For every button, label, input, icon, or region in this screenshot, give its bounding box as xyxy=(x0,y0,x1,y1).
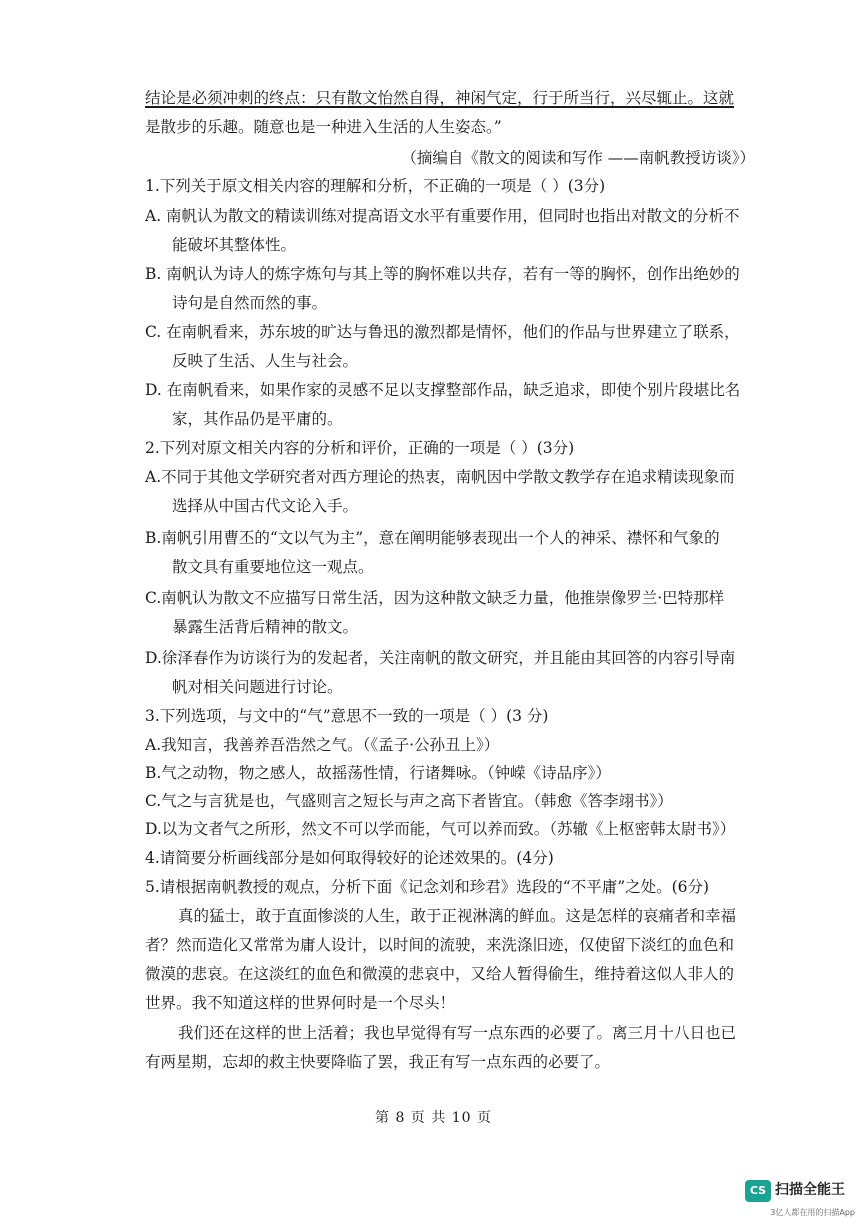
q5-stem: 5.请根据南帆教授的观点，分析下面《记念刘和珍君》选段的“不平庸”之处。(6分) xyxy=(145,878,710,896)
q2-option-d: D.徐泽春作为访谈行为的发起者，关注南帆的散文研究，并且能由其回答的内容引导南 xyxy=(145,649,736,667)
underlined-passage: 结论是必须冲刺的终点：只有散文怡然自得，神闲气定，行于所当行，兴尽辄止。这就 xyxy=(145,89,735,107)
q1-option-d: D. 在南帆看来，如果作家的灵感不足以支撑整部作品，缺乏追求，即使个别片段堪比名 xyxy=(145,381,741,399)
q2-option-b-cont: 散文具有重要地位这一观点。 xyxy=(172,558,374,576)
q3-option-d: D.以为文者气之所形，然文不可以学而能，气可以养而致。（苏辙《上枢密韩太尉书》） xyxy=(145,820,736,838)
q1-option-c-cont: 反映了生活、人生与社会。 xyxy=(172,352,359,370)
watermark-app-name: 扫描全能王 xyxy=(775,1182,845,1198)
excerpt-p2-line-1: 我们还在这样的世上活着；我也早觉得有写一点东西的必要了。离三月十八日也已 xyxy=(178,1024,737,1042)
q3-option-b: B.气之动物，物之感人，故摇荡性情，行诸舞咏。（钟嵘《诗品序》） xyxy=(145,764,611,782)
q1-option-b: B. 南帆认为诗人的炼字炼句与其上等的胸怀难以共存，若有一等的胸怀，创作出绝妙的 xyxy=(145,265,740,283)
cs-logo-icon: CS xyxy=(745,1180,771,1202)
source-citation: （摘编自《散文的阅读和写作 ——南帆教授访谈》） xyxy=(401,149,755,167)
scanner-watermark xyxy=(745,1177,855,1221)
excerpt-p1-line-4: 世界。我不知道这样的世界何时是一个尽头！ xyxy=(145,994,456,1012)
q1-option-d-cont: 家，其作品仍是平庸的。 xyxy=(172,410,343,428)
q3-option-c: C.气之与言犹是也，气盛则言之短长与声之高下者皆宜。（韩愈《答李翊书》） xyxy=(145,792,673,810)
q1-stem: 1.下列关于原文相关内容的理解和分析，不正确的一项是（ ）(3分) xyxy=(145,177,606,195)
q2-option-b: B.南帆引用曹丕的“文以气为主”，意在阐明能够表现出一个人的神采、襟怀和气象的 xyxy=(145,529,720,547)
q3-stem: 3.下列选项，与文中的“气”意思不一致的一项是（ ）(3 分) xyxy=(145,707,549,725)
q1-option-a-cont: 能破坏其整体性。 xyxy=(172,236,297,254)
q2-stem: 2.下列对原文相关内容的分析和评价，正确的一项是（ ）(3分) xyxy=(145,439,575,457)
q2-option-c: C.南帆认为散文不应描写日常生活，因为这种散文缺乏力量，他推崇像罗兰·巴特那样 xyxy=(145,589,725,607)
q3-option-a: A.我知言，我善养吾浩然之气。（《孟子·公孙丑上》） xyxy=(145,736,500,754)
intro-line-2: 是散步的乐趣。随意也是一种进入生活的人生姿态。” xyxy=(145,118,502,136)
q1-option-c: C. 在南帆看来，苏东坡的旷达与鲁迅的激烈都是情怀，他们的作品与世界建立了联系， xyxy=(145,323,740,341)
intro-line-1 xyxy=(145,88,755,108)
page-number: 第 8 页 共 10 页 xyxy=(375,1110,492,1126)
excerpt-p2-line-2: 有两星期，忘却的救主快要降临了罢，我正有写一点东西的必要了。 xyxy=(145,1053,611,1071)
watermark-tagline: 3亿人都在用的扫描App xyxy=(770,1208,855,1217)
q4-stem: 4.请简要分析画线部分是如何取得较好的论述效果的。(4分) xyxy=(145,849,554,867)
q2-option-c-cont: 暴露生活背后精神的散文。 xyxy=(172,618,359,636)
excerpt-p1-line-1: 真的猛士，敢于直面惨淡的人生，敢于正视淋漓的鲜血。这是怎样的哀痛者和幸福 xyxy=(178,907,737,925)
q2-option-a-cont: 选择从中国古代文论入手。 xyxy=(172,497,359,515)
q2-option-a: A.不同于其他文学研究者对西方理论的热衷，南帆因中学散文教学存在追求精读现象而 xyxy=(145,468,735,486)
q1-option-b-cont: 诗句是自然而然的事。 xyxy=(172,294,328,312)
q2-option-d-cont: 帆对相关问题进行讨论。 xyxy=(172,678,343,696)
q1-option-a: A. 南帆认为散文的精读训练对提高语文水平有重要作用，但同时也指出对散文的分析不 xyxy=(145,207,740,225)
excerpt-p1-line-3: 微漠的悲哀。在这淡红的血色和微漠的悲哀中，又给人暂得偷生，维持着这似人非人的 xyxy=(145,965,735,983)
excerpt-p1-line-2: 者？然而造化又常常为庸人设计，以时间的流驶，来洗涤旧迹，仅使留下淡红的血色和 xyxy=(145,936,735,954)
